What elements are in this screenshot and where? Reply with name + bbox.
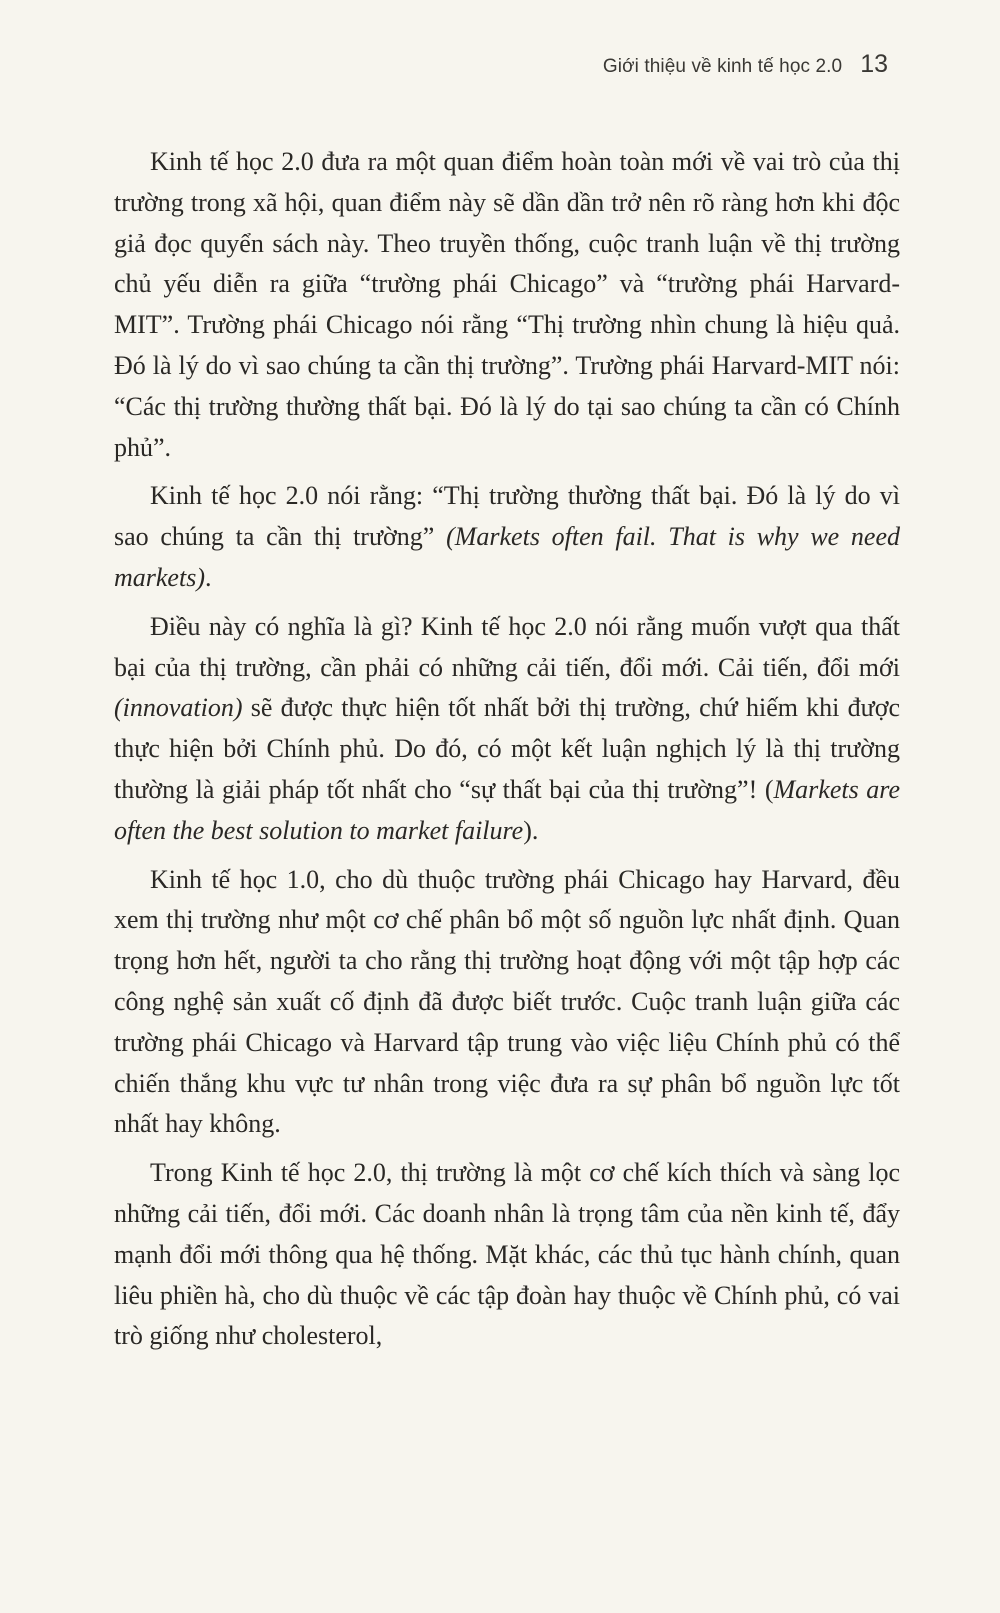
paragraph-3-text-a: Điều này có nghĩa là gì? Kinh tế học 2.0 nói rằng muốn vượt qua thất bại của thị trường, cần phải có những cải tiến, đổi mới. Cải tiến, đổi mới (114, 611, 900, 682)
paragraph-3-italic-quote: Markets are often the best solution to market failure (114, 774, 900, 845)
paragraph-1 (114, 142, 900, 468)
paragraph-4-text: Kinh tế học 1.0, cho dù thuộc trường phái Chicago hay Harvard, đều xem thị trường như một cơ chế phân bổ một số nguồn lực nhất định. Quan trọng hơn hết, người ta cho rằng thị trường hoạt động với một tập hợp các công nghệ sản xuất cố định đã được biết trước. Cuộc tranh luận giữa các trường phái Chicago và Harvard tập trung vào việc liệu Chính phủ có thể chiến thắng khu vực tư nhân trong việc đưa ra sự phân bổ nguồn lực tốt nhất hay không. (114, 864, 900, 1139)
paragraph-1-text: Kinh tế học 2.0 đưa ra một quan điểm hoàn toàn mới về vai trò của thị trường trong xã hội, quan điểm này sẽ dần dần trở nên rõ ràng hơn khi độc giả đọc quyển sách này. Theo truyền thống, cuộc tranh luận về thị trường chủ yếu diễn ra giữa “trường phái Chicago” và “trường phái Harvard-MIT”. Trường phái Chicago nói rằng “Thị trường nhìn chung là hiệu quả. Đó là lý do vì sao chúng ta cần thị trường”. Trường phái Harvard-MIT nói: “Các thị trường thường thất bại. Đó là lý do tại sao chúng ta cần có Chính phủ”. (114, 147, 900, 462)
paragraph-2-text: Kinh tế học 2.0 nói rằng: “Thị trường thường thất bại. Đó là lý do vì sao chúng ta cần thị trường” (114, 481, 900, 552)
running-header (603, 50, 888, 79)
paragraph-2-period: . (204, 562, 212, 592)
paragraph-5 (114, 1153, 900, 1357)
paragraph-3-text-c: ). (523, 815, 539, 845)
paragraph-3-italic-term: (innovation) (114, 693, 243, 723)
paragraph-5-text: Trong Kinh tế học 2.0, thị trường là một cơ chế kích thích và sàng lọc những cải tiến, đổi mới. Các doanh nhân là trọng tâm của nền kinh tế, đẩy mạnh đổi mới thông qua hệ thống. Mặt khác, các thủ tục hành chính, quan liêu phiền hà, cho dù thuộc về các tập đoàn hay thuộc về Chính phủ, có vai trò giống như cholesterol, (114, 1158, 900, 1351)
paragraph-3-text-b: sẽ được thực hiện tốt nhất bởi thị trường, chứ hiếm khi được thực hiện bởi Chính phủ. Do đó, có một kết luận nghịch lý là thị trường thường là giải pháp tốt nhất cho “sự thất bại của thị trường”! ( (114, 693, 900, 804)
page-number: 13 (860, 50, 888, 78)
body-text (114, 142, 900, 1365)
paragraph-2-italic-quote: (Markets often fail. That is why we need markets) (114, 522, 900, 592)
running-title: Giới thiệu về kinh tế học 2.0 (602, 56, 843, 77)
paragraph-3 (114, 607, 900, 852)
paragraph-2 (114, 476, 900, 598)
paragraph-4 (114, 860, 900, 1146)
